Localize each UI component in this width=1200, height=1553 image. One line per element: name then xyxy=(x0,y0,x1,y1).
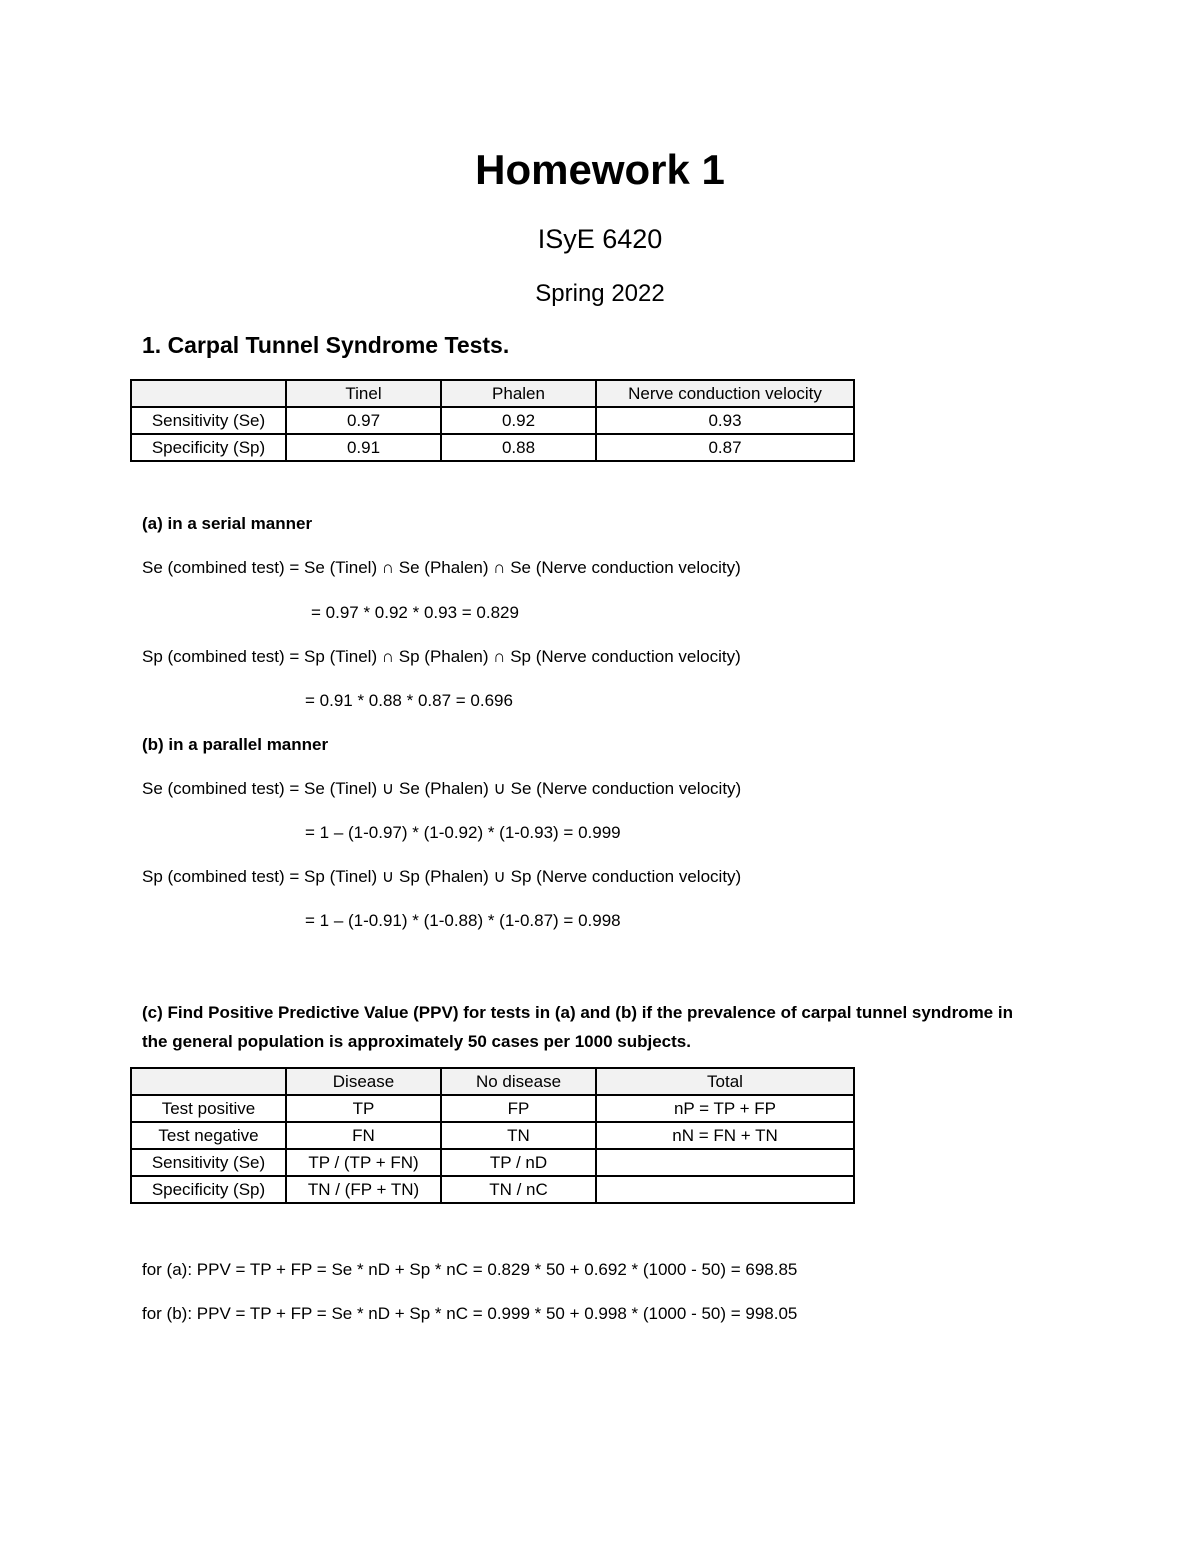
course-code: ISyE 6420 xyxy=(537,224,663,254)
part-b-se-result: = 1 – (1-0.97) * (1-0.92) * (1-0.93) = 0.999 xyxy=(305,823,621,842)
table-cell: FP xyxy=(441,1095,596,1122)
table-header-row xyxy=(131,1068,854,1095)
page-title: Homework 1 xyxy=(475,146,725,193)
table-header-cell: Disease xyxy=(286,1068,441,1095)
problem-heading: 1. Carpal Tunnel Syndrome Tests. xyxy=(142,332,510,358)
table-cell: Sensitivity (Se) xyxy=(131,407,286,434)
table-cell: 0.97 xyxy=(286,407,441,434)
part-b-heading: (b) in a parallel manner xyxy=(142,735,329,754)
part-c-question: (c) Find Positive Predictive Value (PPV) for tests in (a) and (b) if the prevalence of carpal tunnel syndrome in the general population is approximately 50 cases per 1000 subjects. xyxy=(142,1003,1013,1051)
table-cell: TP / nD xyxy=(441,1149,596,1176)
table-row xyxy=(131,1095,854,1122)
table-cell: Sensitivity (Se) xyxy=(131,1149,286,1176)
table-header-cell: Tinel xyxy=(286,380,441,407)
part-b-se-formula: Se (combined test) = Se (Tinel) ∪ Se (Phalen) ∪ Se (Nerve conduction velocity) xyxy=(142,779,742,798)
table-cell: Specificity (Sp) xyxy=(131,434,286,461)
table-header-cell: Total xyxy=(596,1068,854,1095)
part-a-sp-formula: Sp (combined test) = Sp (Tinel) ∩ Sp (Phalen) ∩ Sp (Nerve conduction velocity) xyxy=(142,647,741,666)
table-cell: nP = TP + FP xyxy=(596,1095,854,1122)
term: Spring 2022 xyxy=(535,280,665,307)
table-cell: TN / nC xyxy=(441,1176,596,1203)
table-cell: Specificity (Sp) xyxy=(131,1176,286,1203)
table-row xyxy=(131,1122,854,1149)
table-row xyxy=(131,407,854,434)
table-cell xyxy=(596,1149,854,1176)
table-cell: 0.92 xyxy=(441,407,596,434)
table-header-cell: Nerve conduction velocity xyxy=(596,380,854,407)
table-cell: 0.93 xyxy=(596,407,854,434)
table-header-cell: Phalen xyxy=(441,380,596,407)
part-a-se-formula: Se (combined test) = Se (Tinel) ∩ Se (Phalen) ∩ Se (Nerve conduction velocity) xyxy=(142,558,741,577)
table-cell: 0.88 xyxy=(441,434,596,461)
part-b-sp-result: = 1 – (1-0.91) * (1-0.88) * (1-0.87) = 0.998 xyxy=(305,911,621,930)
table-cell: Test negative xyxy=(131,1122,286,1149)
test-characteristics-table xyxy=(130,379,855,462)
table-cell: FN xyxy=(286,1122,441,1149)
part-b-sp-formula: Sp (combined test) = Sp (Tinel) ∪ Sp (Phalen) ∪ Sp (Nerve conduction velocity) xyxy=(142,867,742,886)
contingency-table xyxy=(130,1067,855,1204)
table-cell: 0.91 xyxy=(286,434,441,461)
table-cell: TP / (TP + FN) xyxy=(286,1149,441,1176)
part-c-answer-b: for (b): PPV = TP + FP = Se * nD + Sp * nC = 0.999 * 50 + 0.998 * (1000 - 50) = 998.05 xyxy=(142,1304,798,1323)
part-c-answer-a: for (a): PPV = TP + FP = Se * nD + Sp * nC = 0.829 * 50 + 0.692 * (1000 - 50) = 698.85 xyxy=(142,1260,798,1279)
table-cell xyxy=(596,1176,854,1203)
part-a-se-result: = 0.97 * 0.92 * 0.93 = 0.829 xyxy=(311,603,519,622)
table-row xyxy=(131,1149,854,1176)
table-header-cell xyxy=(131,380,286,407)
table-cell: 0.87 xyxy=(596,434,854,461)
table-header-cell: No disease xyxy=(441,1068,596,1095)
part-a-heading: (a) in a serial manner xyxy=(142,514,313,533)
table-cell: nN = FN + TN xyxy=(596,1122,854,1149)
table-row xyxy=(131,434,854,461)
table-row xyxy=(131,1176,854,1203)
table-cell: TN xyxy=(441,1122,596,1149)
table-header-row xyxy=(131,380,854,407)
table-cell: TN / (FP + TN) xyxy=(286,1176,441,1203)
table-cell: Test positive xyxy=(131,1095,286,1122)
table-cell: TP xyxy=(286,1095,441,1122)
table-header-cell xyxy=(131,1068,286,1095)
part-a-sp-result: = 0.91 * 0.88 * 0.87 = 0.696 xyxy=(305,691,513,710)
